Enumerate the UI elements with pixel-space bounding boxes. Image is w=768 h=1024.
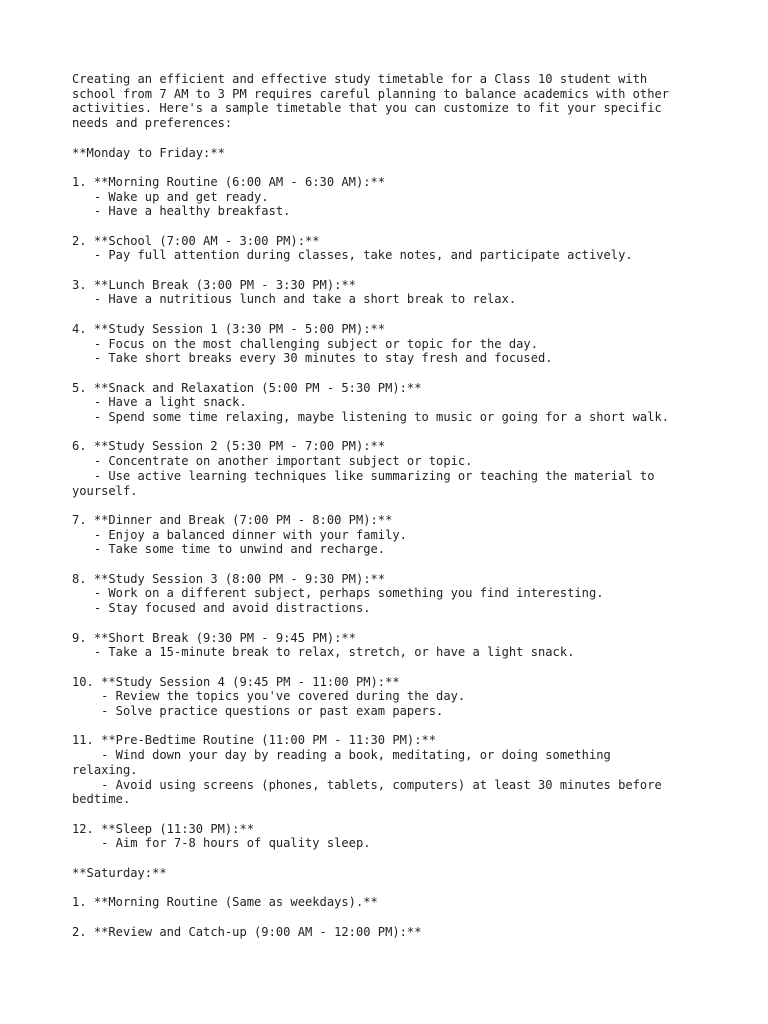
document-line: bedtime. bbox=[72, 792, 131, 807]
document-line: - Work on a different subject, perhaps something you find interesting. bbox=[72, 586, 604, 601]
document-line: 8. **Study Session 3 (8:00 PM - 9:30 PM):** bbox=[72, 571, 386, 586]
document-line: - Enjoy a balanced dinner with your family. bbox=[72, 527, 407, 542]
document-line: school from 7 AM to 3 PM requires careful planning to balance academics with other bbox=[72, 86, 670, 101]
document-line: 4. **Study Session 1 (3:30 PM - 5:00 PM):** bbox=[72, 321, 386, 336]
document-line: - Review the topics you've covered during the day. bbox=[72, 689, 466, 704]
document-line: - Pay full attention during classes, take notes, and participate actively. bbox=[72, 248, 633, 263]
document-line: 2. **School (7:00 AM - 3:00 PM):** bbox=[72, 233, 320, 248]
document-line: - Concentrate on another important subject or topic. bbox=[72, 454, 473, 469]
blank-line bbox=[72, 366, 728, 381]
document-line: **Monday to Friday:** bbox=[72, 145, 225, 160]
blank-line bbox=[72, 910, 728, 925]
document-line: 10. **Study Session 4 (9:45 PM - 11:00 PM):** bbox=[72, 674, 400, 689]
document-body bbox=[72, 72, 728, 939]
blank-line bbox=[72, 880, 728, 895]
document-line: 6. **Study Session 2 (5:30 PM - 7:00 PM):** bbox=[72, 439, 386, 454]
blank-line bbox=[72, 719, 728, 734]
document-line: Creating an efficient and effective study timetable for a Class 10 student with bbox=[72, 72, 648, 86]
document-line: - Avoid using screens (phones, tablets, computers) at least 30 minutes before bbox=[72, 777, 662, 792]
document-line: - Focus on the most challenging subject or topic for the day. bbox=[72, 336, 538, 351]
blank-line bbox=[72, 807, 728, 822]
blank-line bbox=[72, 160, 728, 175]
document-line: - Wind down your day by reading a book, meditating, or doing something bbox=[72, 748, 611, 763]
document-line: - Have a nutritious lunch and take a short break to relax. bbox=[72, 292, 517, 307]
document-line: - Take short breaks every 30 minutes to stay fresh and focused. bbox=[72, 351, 553, 366]
document-line: - Wake up and get ready. bbox=[72, 189, 269, 204]
blank-line bbox=[72, 425, 728, 440]
blank-line bbox=[72, 498, 728, 513]
document-line: - Stay focused and avoid distractions. bbox=[72, 601, 371, 616]
blank-line bbox=[72, 263, 728, 278]
document-line: - Have a healthy breakfast. bbox=[72, 204, 291, 219]
document-line: - Aim for 7-8 hours of quality sleep. bbox=[72, 836, 371, 851]
document-line: - Have a light snack. bbox=[72, 395, 247, 410]
document-line: yourself. bbox=[72, 483, 138, 498]
blank-line bbox=[72, 307, 728, 322]
document-line: **Saturday:** bbox=[72, 865, 167, 880]
document-line: activities. Here's a sample timetable that you can customize to fit your specific bbox=[72, 101, 662, 116]
blank-line bbox=[72, 557, 728, 572]
document-line: relaxing. bbox=[72, 762, 138, 777]
document-line: 9. **Short Break (9:30 PM - 9:45 PM):** bbox=[72, 630, 356, 645]
blank-line bbox=[72, 660, 728, 675]
document-line: 3. **Lunch Break (3:00 PM - 3:30 PM):** bbox=[72, 277, 356, 292]
document-line: - Take a 15-minute break to relax, stretch, or have a light snack. bbox=[72, 645, 575, 660]
blank-line bbox=[72, 851, 728, 866]
document-line: 11. **Pre-Bedtime Routine (11:00 PM - 11:30 PM):** bbox=[72, 733, 437, 748]
document-line: 1. **Morning Routine (6:00 AM - 6:30 AM):** bbox=[72, 174, 386, 189]
blank-line bbox=[72, 131, 728, 146]
blank-line bbox=[72, 219, 728, 234]
document-line: 2. **Review and Catch-up (9:00 AM - 12:00 PM):** bbox=[72, 924, 422, 939]
document-line: - Spend some time relaxing, maybe listening to music or going for a short walk. bbox=[72, 410, 670, 425]
document-line: - Solve practice questions or past exam papers. bbox=[72, 704, 444, 719]
document-line: - Use active learning techniques like summarizing or teaching the material to bbox=[72, 468, 655, 483]
document-line: 7. **Dinner and Break (7:00 PM - 8:00 PM):** bbox=[72, 512, 393, 527]
blank-line bbox=[72, 616, 728, 631]
document-line: 5. **Snack and Relaxation (5:00 PM - 5:30 PM):** bbox=[72, 380, 422, 395]
document-line: needs and preferences: bbox=[72, 116, 233, 131]
document-line: 1. **Morning Routine (Same as weekdays).** bbox=[72, 895, 378, 910]
document-line: 12. **Sleep (11:30 PM):** bbox=[72, 821, 255, 836]
document-line: - Take some time to unwind and recharge. bbox=[72, 542, 386, 557]
